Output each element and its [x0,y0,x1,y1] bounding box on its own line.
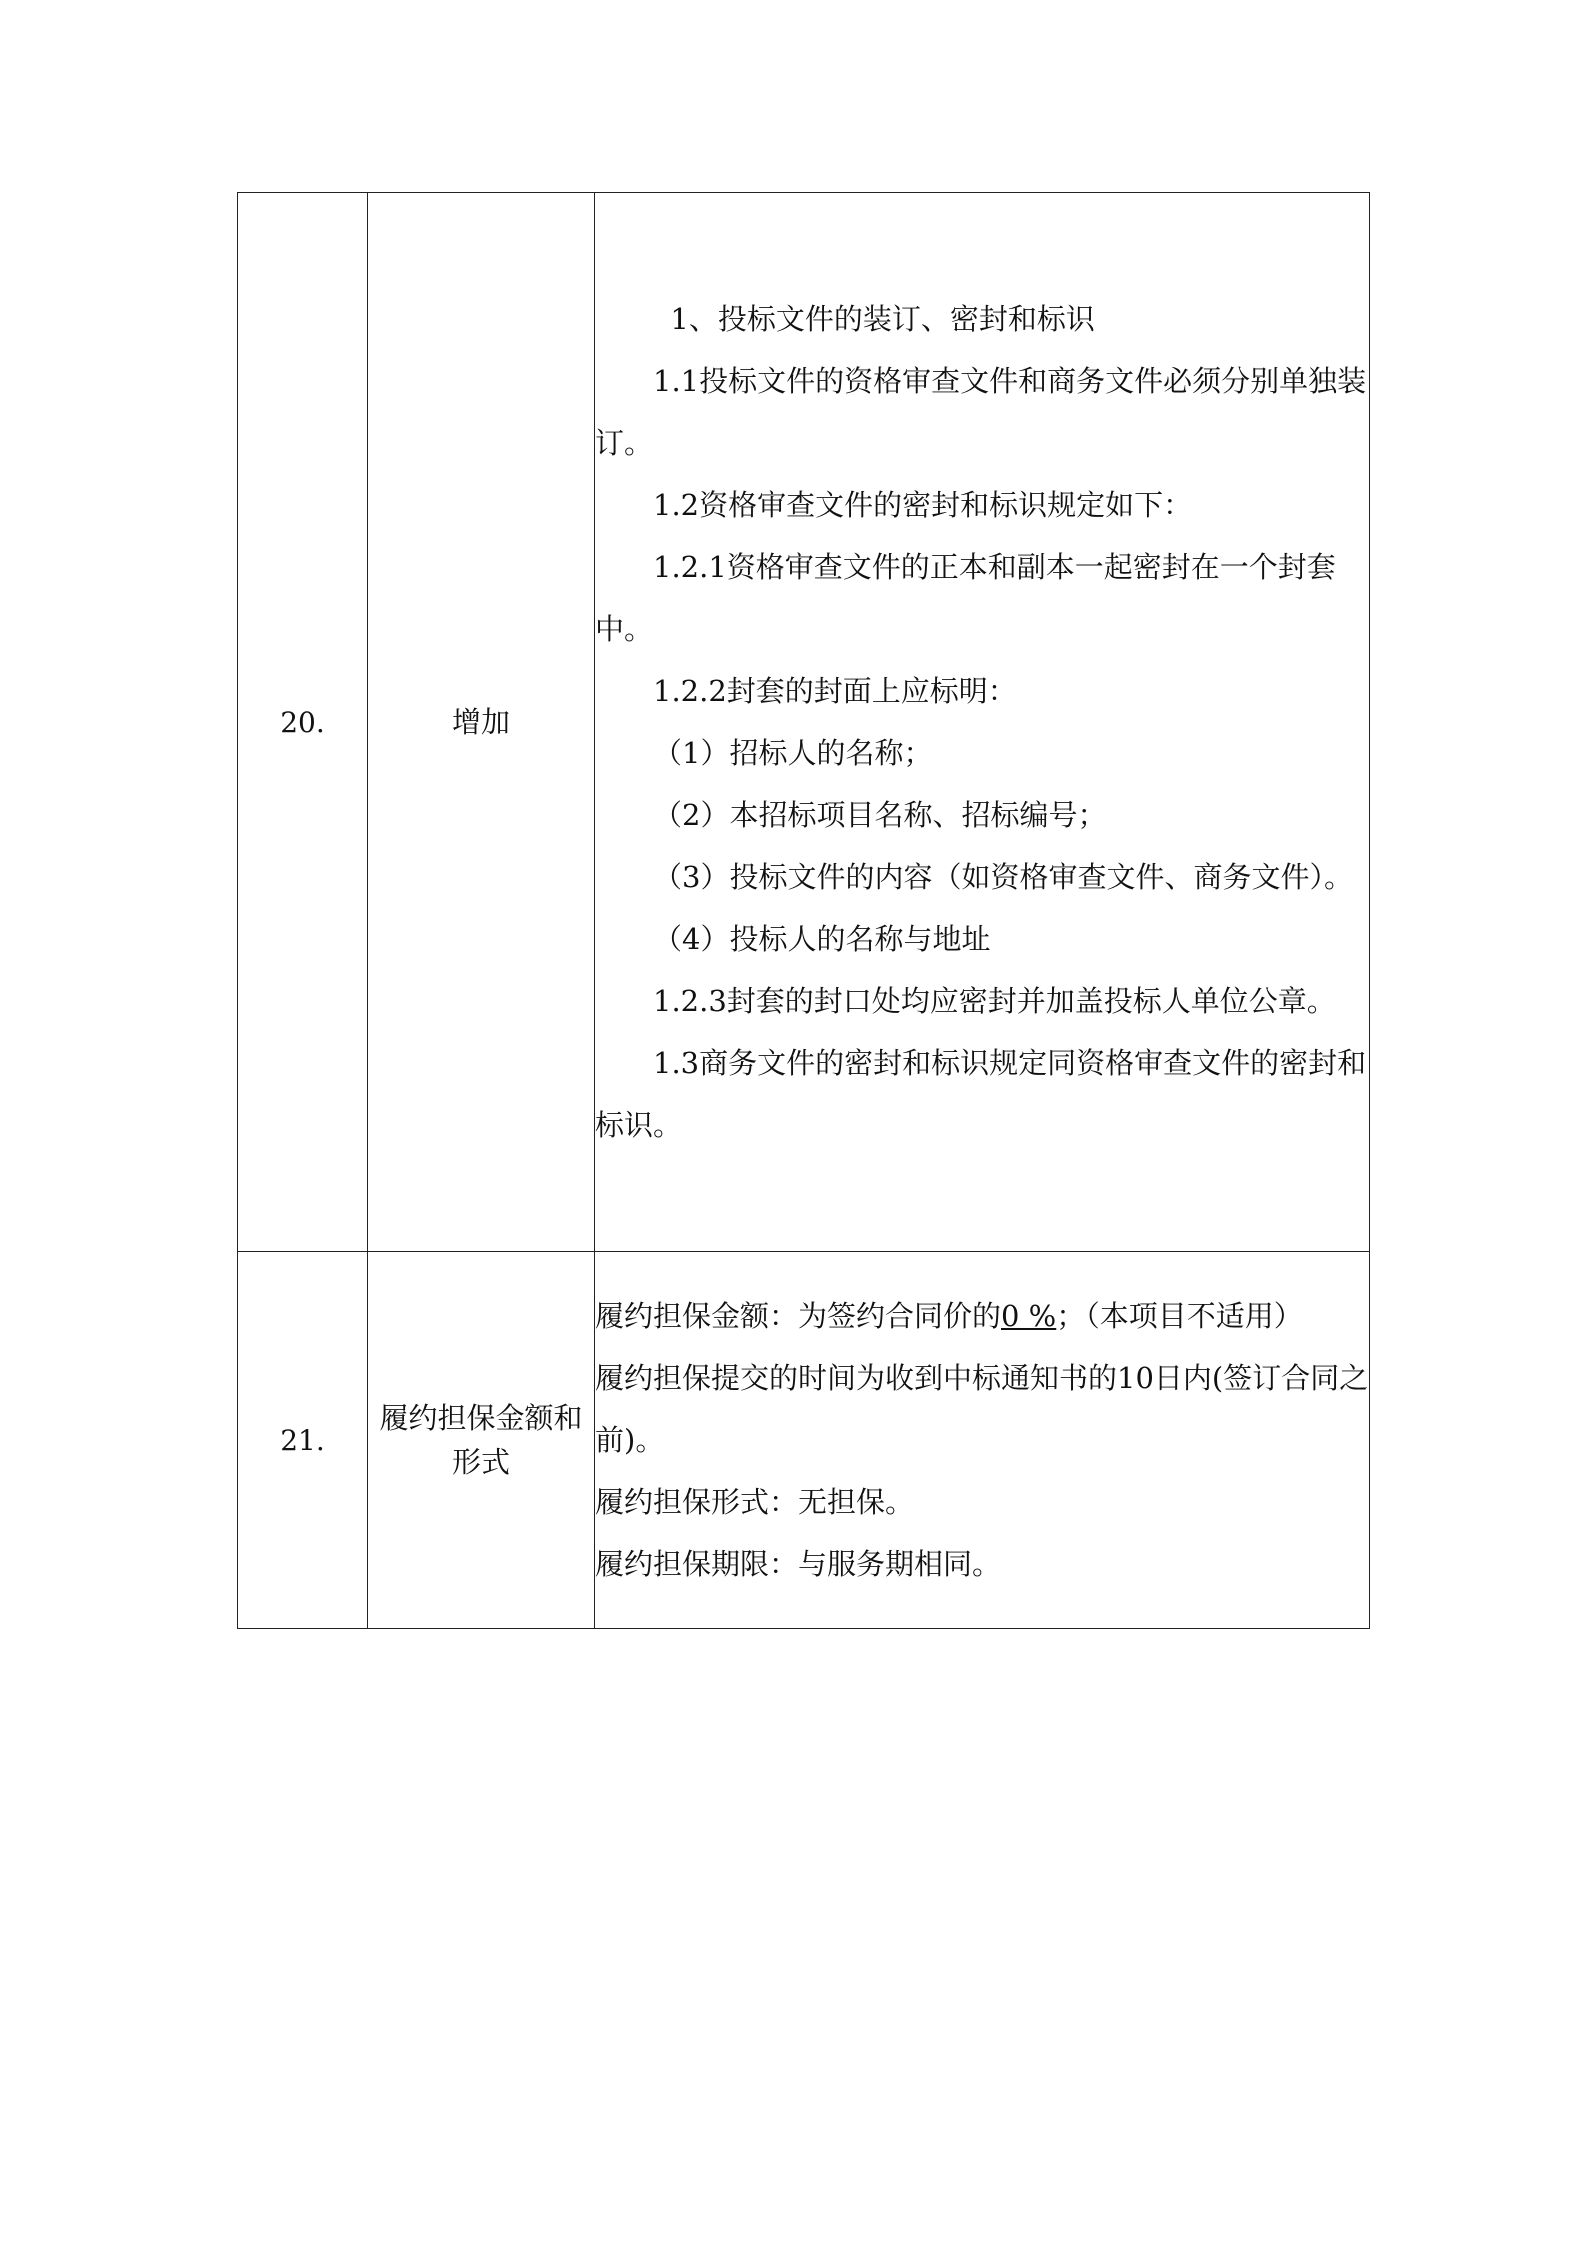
amount-value: 0 % [1001,1299,1057,1333]
content-line: 履约担保形式：无担保。 [595,1485,915,1519]
table-row [238,193,1370,1252]
table-row [238,1252,1370,1629]
content-line [595,1285,1369,1347]
row-content [595,193,1370,1252]
row-number: 20. [238,193,368,1252]
row-title: 履约担保金额和形式 [368,1252,595,1629]
content-line: （3）投标文件的内容（如资格审查文件、商务文件）。 [653,860,1353,894]
content-line: 1.2资格审查文件的密封和标识规定如下： [653,488,1193,522]
clause-table [237,192,1370,1629]
content-line: 1.2.1资格审查文件的正本和副本一起密封在一个封套中。 [595,550,1336,646]
content-line: （1）招标人的名称； [653,736,933,770]
amount-suffix: ；（本项目不适用） [1056,1299,1303,1333]
row-content [595,1252,1370,1629]
row-number: 21. [238,1252,368,1629]
amount-prefix: 履约担保金额：为签约合同价的 [595,1299,1002,1333]
row-title: 增加 [368,193,595,1252]
content-line: 1.2.2封套的封面上应标明： [653,674,1017,708]
content-line: 履约担保期限：与服务期相同。 [595,1547,1002,1581]
content-line: 履约担保提交的时间为收到中标通知书的10日内(签订合同之前)。 [595,1361,1369,1457]
content-line: 1.3商务文件的密封和标识规定同资格审查文件的密封和标识。 [595,1046,1367,1142]
content-line: （2）本招标项目名称、招标编号； [653,798,1107,832]
content-line: 1.2.3封套的封口处均应密封并加盖投标人单位公章。 [653,984,1336,1018]
content-line: 1.1投标文件的资格审查文件和商务文件必须分别单独装订。 [595,364,1367,460]
content-line: 1、投标文件的装订、密封和标识 [670,302,1095,336]
content-line: （4）投标人的名称与地址 [653,922,991,956]
